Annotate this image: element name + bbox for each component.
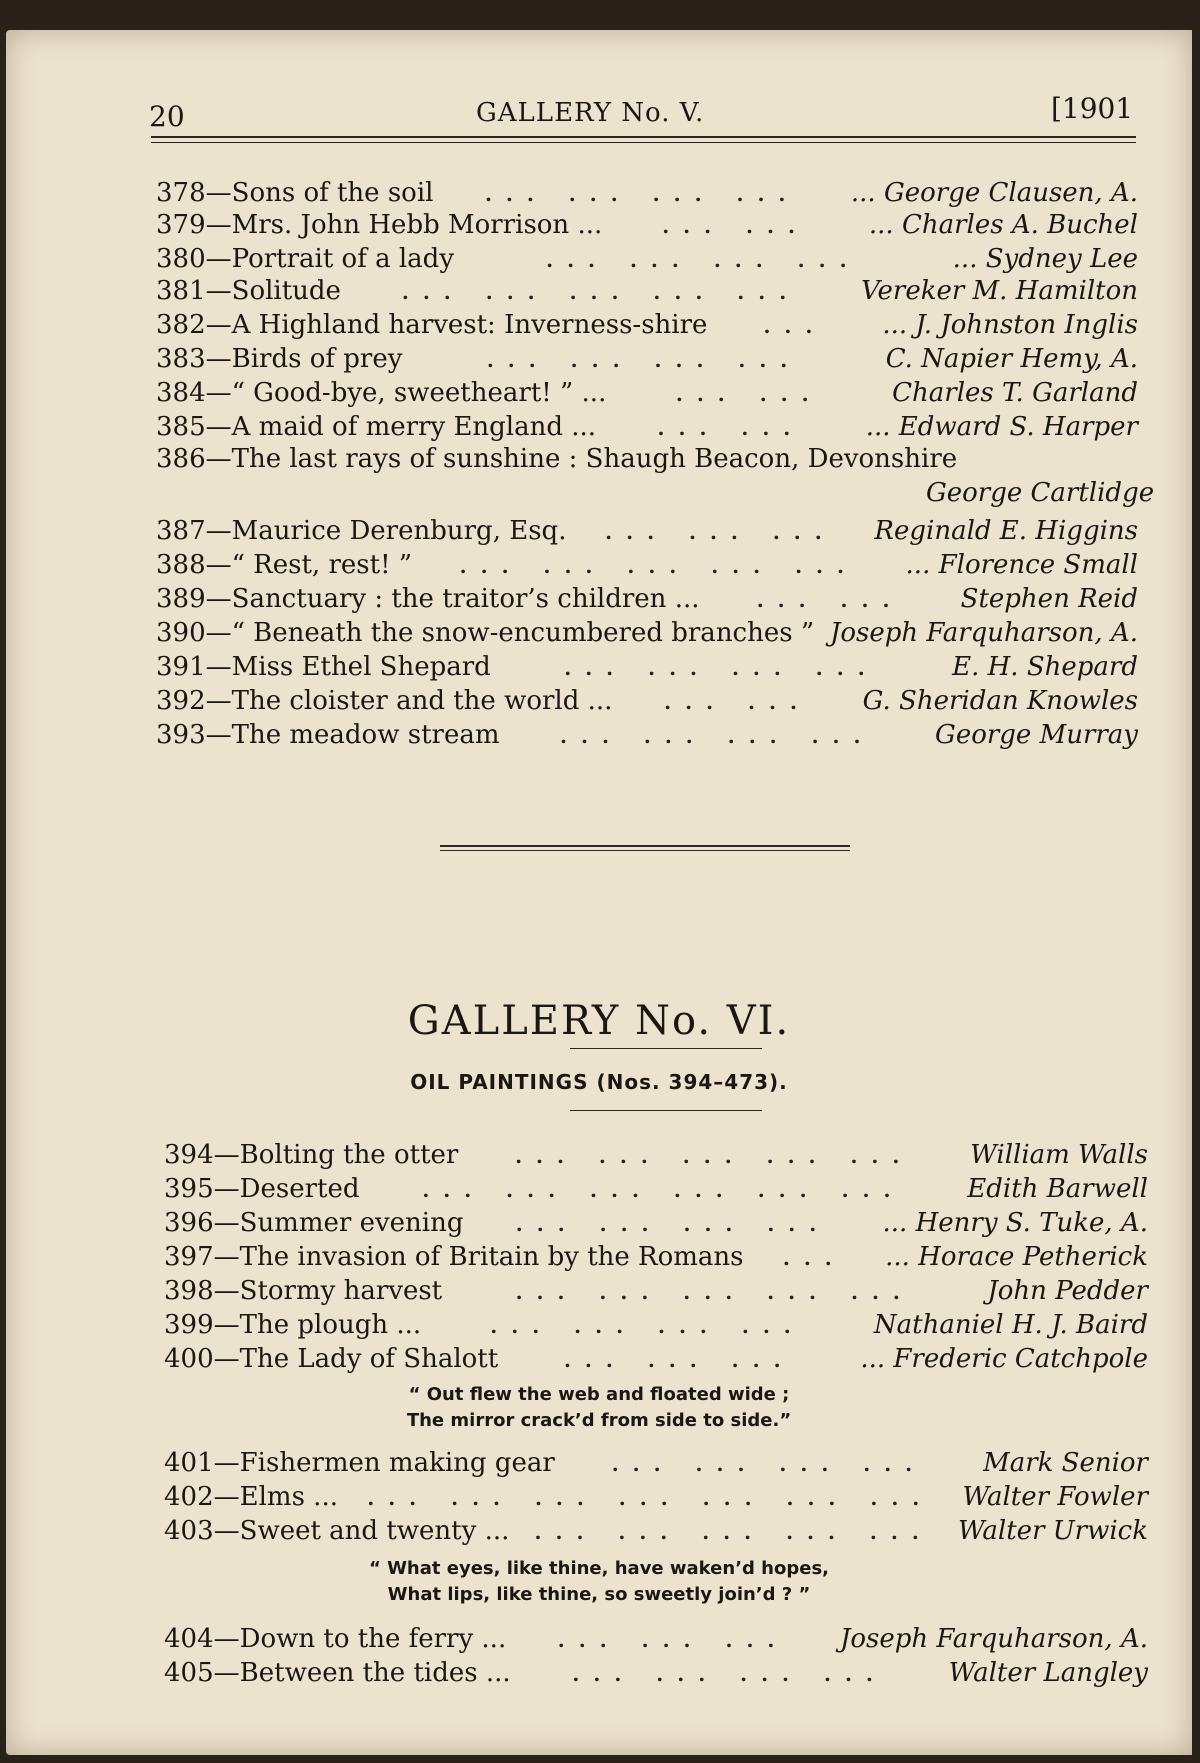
entry-392 — [156, 686, 1138, 717]
leader-dots: ... ... — [664, 690, 811, 714]
entry-397 — [164, 1242, 1148, 1273]
entry-artist: ... Edward S. Harper — [865, 412, 1138, 442]
entry-title: 381—Solitude — [156, 276, 341, 306]
entry-artist: Walter Langley — [948, 1658, 1148, 1688]
entry-title: 405—Between the tides ... — [164, 1658, 511, 1688]
year-label: [1901 — [1051, 92, 1134, 125]
entry-387 — [156, 516, 1138, 547]
title-rule — [570, 1048, 762, 1049]
entry-title: 392—The cloister and the world ... — [156, 686, 613, 716]
entry-title: 380—Portrait of a lady — [156, 244, 455, 274]
entry-title: 398—Stormy harvest — [164, 1276, 443, 1306]
entry-389 — [156, 584, 1138, 615]
entry-artist: Reginald E. Higgins — [874, 516, 1138, 546]
leader-dots: ... ... ... ... — [515, 1212, 831, 1236]
leader-dots: ... ... ... ... ... ... — [422, 1178, 905, 1202]
entry-artist: Walter Fowler — [962, 1482, 1148, 1512]
entry-artist: Walter Urwick — [957, 1516, 1148, 1546]
entry-398 — [164, 1276, 1148, 1307]
quote-line: The mirror crack’d from side to side.” — [406, 1410, 792, 1431]
catalogue-page — [6, 30, 1192, 1755]
quote-line: “ What eyes, like thine, have waken’d hopes, — [368, 1558, 830, 1579]
entry-390 — [156, 618, 1138, 648]
entry-title: 404—Down to the ferry ... — [164, 1624, 507, 1654]
entry-400 — [164, 1344, 1148, 1375]
entry-title: 401—Fishermen making gear — [164, 1448, 555, 1478]
entry-artist: G. Sheridan Knowles — [862, 686, 1138, 716]
entry-artist: ... Florence Small — [905, 550, 1138, 580]
running-title: GALLERY No. V. — [476, 98, 705, 128]
entry-artist: William Walls — [970, 1140, 1148, 1170]
entry-393 — [156, 720, 1138, 751]
leader-dots: ... ... ... ... ... — [534, 1520, 933, 1544]
leader-dots: ... ... ... ... ... — [459, 554, 858, 578]
entry-artist: Nathaniel H. J. Baird — [873, 1310, 1148, 1340]
leader-dots: ... ... ... ... ... — [515, 1144, 914, 1168]
leader-dots: ... ... ... ... — [484, 182, 800, 206]
entry-385 — [156, 412, 1138, 443]
entry-378 — [156, 178, 1138, 209]
entry-394 — [164, 1140, 1148, 1171]
entry-title: 390—“ Beneath the snow-encumbered branches ” — [156, 618, 815, 648]
entry-title: 378—Sons of the soil — [156, 178, 434, 208]
entry-artist: Stephen Reid — [960, 584, 1138, 614]
leader-dots: ... ... ... ... — [546, 248, 861, 272]
entry-386 — [156, 444, 1138, 474]
entry-artist: ... Henry S. Tuke, A. — [882, 1208, 1148, 1238]
entry-395 — [164, 1174, 1148, 1205]
entry-title: 382—A Highland harvest: Inverness-shire — [156, 310, 708, 340]
entry-artist: ... J. Johnston Inglis — [882, 310, 1138, 340]
entry-title: 395—Deserted — [164, 1174, 360, 1204]
leader-dots: ... ... ... ... ... — [401, 280, 801, 304]
leader-dots: ... ... ... ... ... — [515, 1280, 914, 1304]
leader-dots: ... ... ... ... — [486, 348, 802, 372]
leader-dots: ... ... ... ... — [572, 1662, 887, 1686]
section-divider — [440, 850, 850, 851]
entry-399 — [164, 1310, 1148, 1341]
page-header — [6, 30, 1192, 160]
leader-dots: ... ... ... ... — [560, 724, 875, 748]
title-rule — [570, 1110, 762, 1111]
entry-388 — [156, 550, 1138, 581]
entry-artist: Joseph Farquharson, A. — [839, 1624, 1148, 1654]
leader-dots: ... ... — [675, 382, 823, 406]
entry-title: 400—The Lady of Shalott — [164, 1344, 499, 1374]
entry-386-artist: George Cartlidge — [926, 478, 1155, 508]
gallery-title: GALLERY No. VI. — [407, 998, 791, 1044]
entry-title: 391—Miss Ethel Shepard — [156, 652, 491, 682]
entry-artist: Edith Barwell — [967, 1174, 1148, 1204]
entry-title: 394—Bolting the otter — [164, 1140, 459, 1170]
header-rule — [151, 142, 1136, 143]
entry-382 — [156, 310, 1138, 341]
gallery-subtitle: OIL PAINTINGS (Nos. 394–473). — [410, 1070, 788, 1094]
entry-artist: Charles T. Garland — [892, 378, 1138, 408]
quote-line: What lips, like thine, so sweetly join’d ? ” — [387, 1584, 811, 1605]
quote-403 — [6, 1556, 1192, 1608]
entry-379 — [156, 210, 1138, 241]
leader-dots: ... ... ... — [563, 1348, 795, 1372]
entry-383 — [156, 344, 1138, 375]
entry-artist: John Pedder — [987, 1276, 1148, 1306]
entry-title: 388—“ Rest, rest! ” — [156, 550, 413, 580]
entry-artist: Mark Senior — [983, 1448, 1148, 1478]
entry-title: 387—Maurice Derenburg, Esq. — [156, 516, 567, 546]
leader-dots: ... ... — [662, 214, 809, 238]
entry-title: 383—Birds of prey — [156, 344, 403, 374]
entry-380 — [156, 244, 1138, 275]
entry-title: 389—Sanctuary : the traitor’s children ... — [156, 584, 700, 614]
entry-artist: ... Frederic Catchpole — [860, 1344, 1148, 1374]
entry-396 — [164, 1208, 1148, 1239]
entry-title: 385—A maid of merry England ... — [156, 412, 597, 442]
leader-dots: ... ... ... ... — [490, 1314, 805, 1338]
entry-391 — [156, 652, 1138, 683]
header-rule — [151, 136, 1136, 138]
entry-artist: Vereker M. Hamilton — [861, 276, 1138, 306]
entry-artist: C. Napier Hemy, A. — [885, 344, 1138, 374]
entry-403 — [164, 1516, 1148, 1547]
leader-dots: ... — [763, 314, 827, 338]
entry-title: 393—The meadow stream — [156, 720, 500, 750]
entry-artist: ... George Clausen, A. — [850, 178, 1138, 208]
entry-artist: George Murray — [935, 720, 1138, 750]
quote-400 — [6, 1382, 1192, 1434]
leader-dots: ... — [782, 1246, 846, 1270]
leader-dots: ... ... ... — [605, 520, 836, 544]
page-number: 20 — [149, 100, 185, 133]
entry-artist: ... Horace Petherick — [885, 1242, 1148, 1272]
quote-line: “ Out flew the web and floated wide ; — [408, 1384, 790, 1405]
section-divider — [440, 845, 850, 847]
entry-401 — [164, 1448, 1148, 1479]
entry-384 — [156, 378, 1138, 409]
entry-title: 379—Mrs. John Hebb Morrison ... — [156, 210, 603, 240]
entry-title: 396—Summer evening — [164, 1208, 464, 1238]
leader-dots: ... ... — [657, 416, 805, 440]
leader-dots: ... ... ... ... — [564, 656, 879, 680]
entry-title: 399—The plough ... — [164, 1310, 422, 1340]
leader-dots: ... ... ... ... ... ... ... — [367, 1486, 934, 1510]
entry-artist: E. H. Shepard — [952, 652, 1138, 682]
entry-artist: ... Charles A. Buchel — [868, 210, 1138, 240]
entry-402 — [164, 1482, 1148, 1513]
entry-artist: Joseph Farquharson, A. — [829, 618, 1138, 648]
leader-dots: ... ... ... — [557, 1628, 789, 1652]
leader-dots: ... ... ... ... — [611, 1452, 927, 1476]
entry-title: 403—Sweet and twenty ... — [164, 1516, 510, 1546]
entry-title: 397—The invasion of Britain by the Romans — [164, 1242, 744, 1272]
entry-title: 402—Elms ... — [164, 1482, 338, 1512]
entry-381 — [156, 276, 1138, 307]
leader-dots: ... ... — [756, 588, 904, 612]
entry-404 — [164, 1624, 1148, 1655]
entry-title: 386—The last rays of sunshine : Shaugh Beacon, Devonshire — [156, 444, 958, 474]
entry-artist: ... Sydney Lee — [952, 244, 1138, 274]
entry-title: 384—“ Good-bye, sweetheart! ” ... — [156, 378, 607, 408]
entry-405 — [164, 1658, 1148, 1689]
